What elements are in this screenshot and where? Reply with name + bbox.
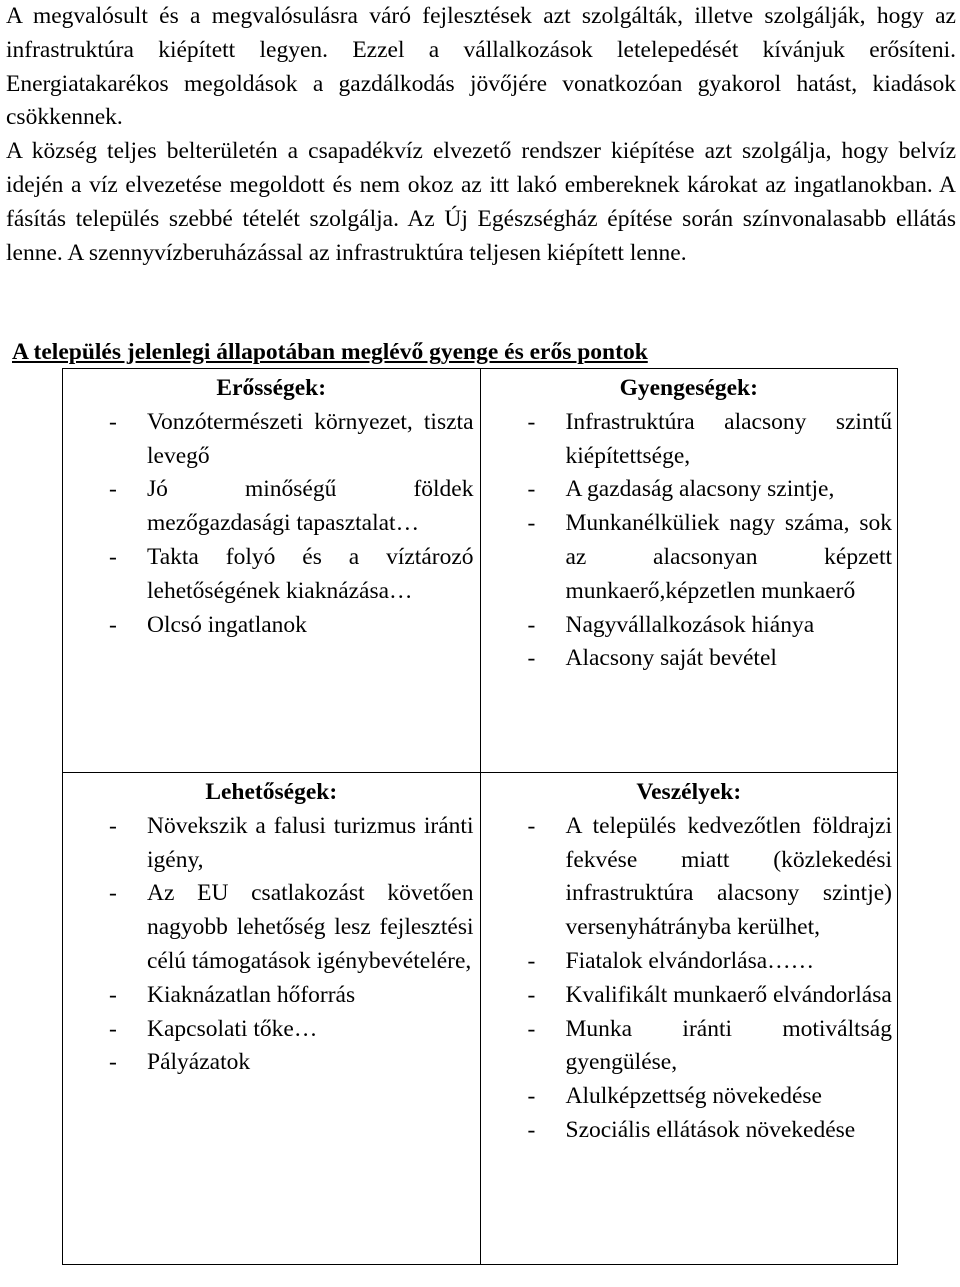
strengths-cell [63,369,481,773]
strengths-list [63,406,480,643]
list-item: - Kiaknázatlan hőforrás [63,979,480,1013]
list-item: - A település kedvezőtlen földrajzi fekvése miatt (közlekedési infrastruktúra alacsony szintje) versenyhátrányba kerülhet, [481,810,898,945]
threats-title: Veszélyek: [636,779,742,805]
list-item: - Alacsony saját bevétel [481,642,898,676]
list-item: - Növekszik a falusi turizmus iránti igény, [63,810,480,878]
intro-paragraph-1: A megvalósult és a megvalósulásra váró fejlesztések azt szolgálták, illetve szolgálják, hogy az infrastruktúra kiépített legyen. Ezzel a vállalkozások letelepedését kívánjuk erősíteni. Energiatakarékos megoldások a gazdálkodás jövőjére vonatkozóan gyakorol hatást, kiadások csökkennek. [6,3,956,131]
list-item: - Alulképzettség növekedése [481,1080,898,1114]
list-item: - Vonzótermészeti környezet, tiszta levegő [63,406,480,474]
opportunities-cell [63,773,481,1265]
weaknesses-list [481,406,898,676]
list-item: - Az EU csatlakozást követően nagyobb lehetőség lesz fejlesztési célú támogatások igénybevételére, [63,877,480,978]
list-item: - Infrastruktúra alacsony szintű kiépítettsége, [481,406,898,474]
section-heading: A település jelenlegi állapotában meglévő gyenge és erős pontok [12,339,648,365]
list-item: - Munkanélküliek nagy száma, sok az alacsonyan képzett munkaerő,képzetlen munkaerő [481,507,898,608]
intro-paragraph-2: A község teljes belterületén a csapadékvíz elvezető rendszer kiépítése azt szolgálja, hogy belvíz idején a víz elvezetése megoldott és nem okoz az itt lakó embereknek károkat az ingatlanokban. A fásítás település szebbé tételét szolgálja. Az Új Egészségház építése során színvonalasabb ellátás lenne. A szennyvízberuházással az infrastruktúra teljesen kiépített lenne. [6,138,956,266]
swot-row-top [63,369,898,773]
list-item: - Kvalifikált munkaerő elvándorlása [481,979,898,1013]
threats-cell [480,773,898,1265]
list-item: - Nagyvállalkozások hiánya [481,609,898,643]
list-item: - Munka iránti motiváltság gyengülése, [481,1013,898,1081]
list-item: - Fiatalok elvándorlása…… [481,945,898,979]
intro-text [6,0,956,270]
weaknesses-title: Gyengeségek: [619,375,758,401]
opportunities-title: Lehetőségek: [205,779,338,805]
list-item: - Jó minőségű földek mezőgazdasági tapasztalat… [63,473,480,541]
strengths-title: Erősségek: [216,375,327,401]
list-item: - Takta folyó és a víztározó lehetőségének kiaknázása… [63,541,480,609]
threats-list [481,810,898,1148]
list-item: - Szociális ellátások növekedése [481,1114,898,1148]
list-item: - Pályázatok [63,1046,480,1080]
weaknesses-cell [480,369,898,773]
swot-row-bottom [63,773,898,1265]
list-item: - Olcsó ingatlanok [63,609,480,643]
swot-table [62,368,898,1265]
list-item: - A gazdaság alacsony szintje, [481,473,898,507]
list-item: - Kapcsolati tőke… [63,1013,480,1047]
opportunities-list [63,810,480,1080]
